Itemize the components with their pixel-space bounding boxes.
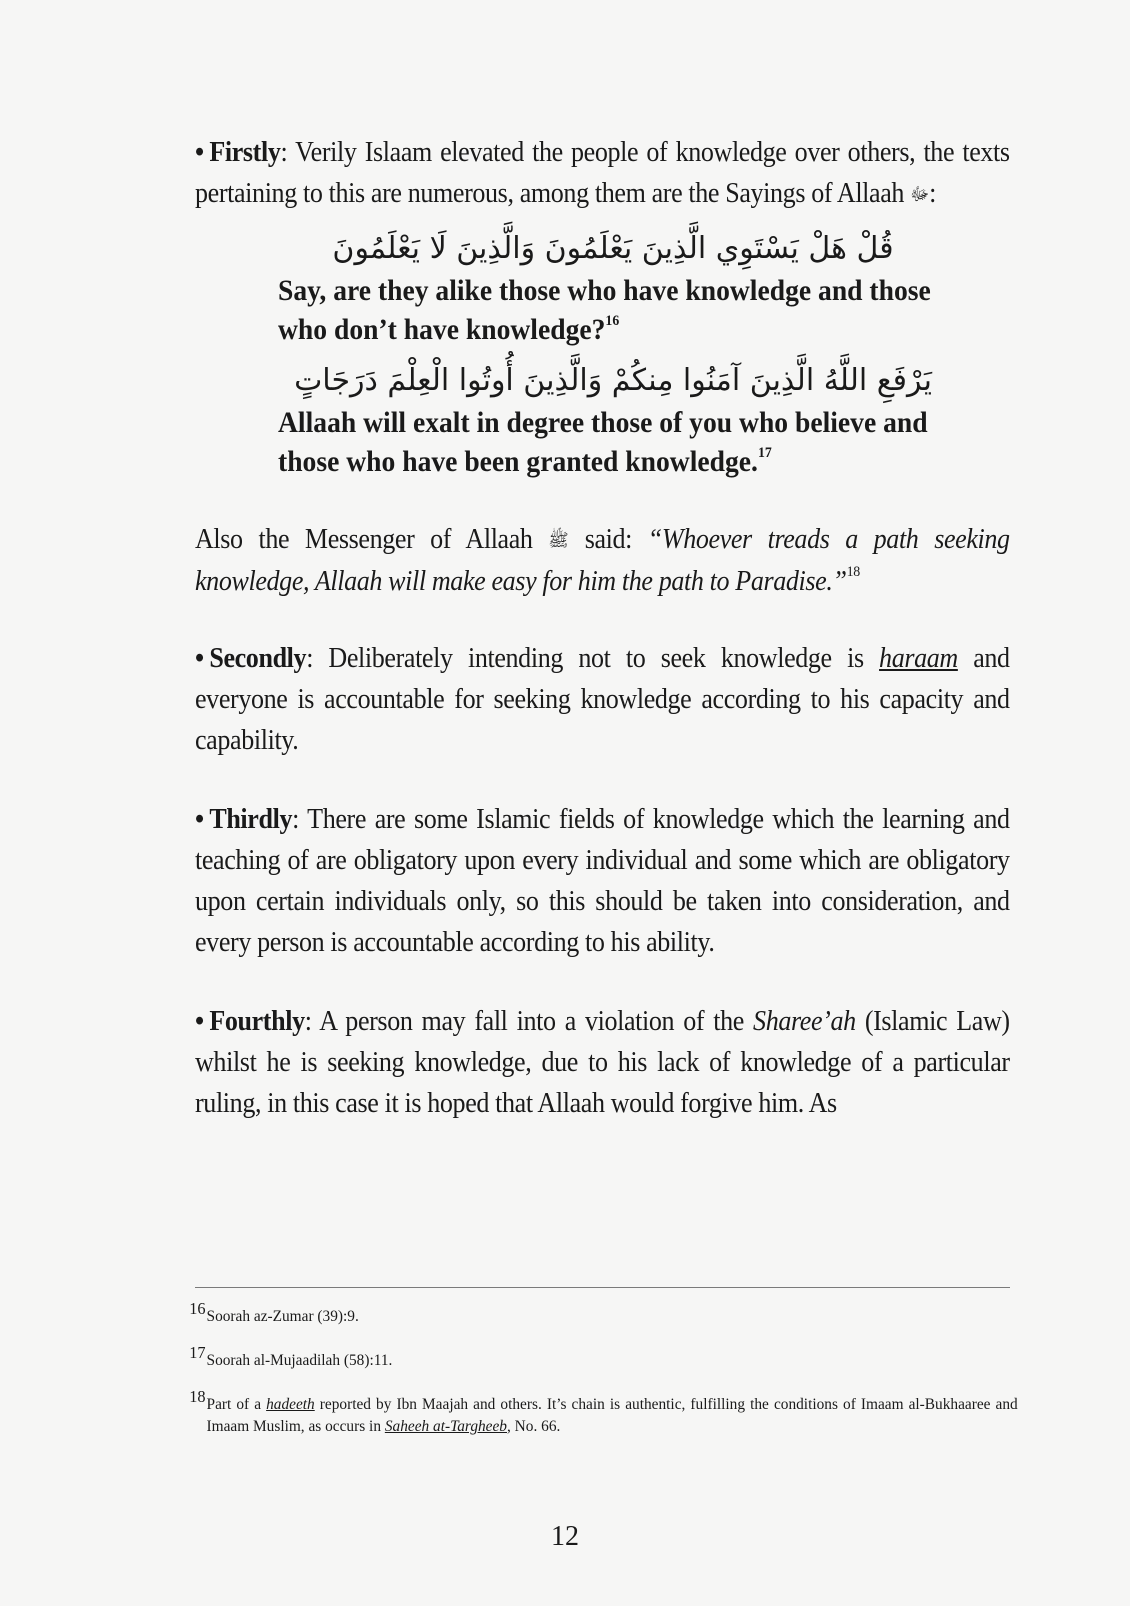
honorific-glyph-prophet: ﷺ <box>548 530 569 550</box>
lead-thirdly: Thirdly <box>209 804 293 835</box>
source-title: Saheeh at-Targheeb <box>384 1418 507 1435</box>
paragraph-thirdly <box>195 799 1010 963</box>
verse-2-text: Allaah will exalt in degree those of you who believe and those who have been granted knowledge. <box>278 406 928 478</box>
arabic-verse-2: يَرْفَعِ اللَّهُ الَّذِينَ آمَنُوا مِنكُمْ وَالَّذِينَ أُوتُوا الْعِلْمَ دَرَجَاتٍ <box>294 363 932 398</box>
verse-1-text: Say, are they alike those who have knowledge and those who don’t have knowledge? <box>278 274 931 346</box>
term-haraam: haraam <box>879 643 958 674</box>
firstly-text: : Verily Islaam elevated the people of knowledge over others, the texts pertaining to this are numerous, among them are the Sayings of Allaah <box>195 137 1010 209</box>
bullet: • <box>195 1006 204 1037</box>
footnote-mid: reported by Ibn Maajah and others. It’s chain is authentic, fulfilling the conditions of Imaam al-Bukhaaree and Imaam Muslim, as occurs in <box>206 1396 1018 1435</box>
page-body <box>195 132 1010 1124</box>
footnote-text: Soorah az-Zumar (39):9. <box>206 1308 359 1325</box>
honorific-glyph: ﷻ <box>910 184 930 204</box>
also-text: Also the Messenger of Allaah <box>195 524 549 555</box>
lead-secondly: Secondly <box>209 643 307 674</box>
firstly-tail: : <box>929 178 937 209</box>
footnote-divider <box>195 1287 1010 1288</box>
verse-translation-1 <box>278 271 940 349</box>
term-hadeeth: hadeeth <box>266 1396 315 1413</box>
footnote-18 <box>189 1387 1018 1438</box>
paragraph-firstly <box>195 132 1010 215</box>
arabic-verse-1: قُلْ هَلْ يَسْتَوِي الَّذِينَ يَعْلَمُونَ وَالَّذِينَ لَا يَعْلَمُونَ <box>332 231 894 266</box>
footnote-number: 18 <box>189 1387 206 1406</box>
footnote-ref-18[interactable]: 18 <box>846 564 860 580</box>
paragraph-fourthly <box>195 1001 1010 1124</box>
page-number: 12 <box>551 1521 579 1552</box>
footnote-text: Soorah al-Mujaadilah (58):11. <box>206 1352 393 1369</box>
footnote-ref-16[interactable]: 16 <box>605 313 620 329</box>
secondly-tail: and everyone is accountable for seeking knowledge according to his capacity and capability. <box>195 643 1010 756</box>
secondly-text: : Deliberately intending not to seek knowledge is <box>306 643 880 674</box>
footnote-16 <box>189 1299 1018 1328</box>
footnote-pre: Part of a <box>206 1396 267 1413</box>
bullet: • <box>195 137 204 168</box>
bullet: • <box>195 643 204 674</box>
hadith-quote: “Whoever treads a path seeking knowledge, Allaah will make easy for him the path to Paradise.” <box>195 524 1010 597</box>
verse-block-1 <box>278 227 948 349</box>
fourthly-text: : A person may fall into a violation of the <box>304 1006 754 1037</box>
paragraph-also <box>195 519 1010 602</box>
lead-firstly: Firstly <box>209 137 281 168</box>
footnote-ref-17[interactable]: 17 <box>757 445 772 461</box>
bullet: • <box>195 804 204 835</box>
footnotes <box>189 1287 1018 1438</box>
paragraph-secondly <box>195 638 1010 761</box>
fourthly-tail: (Islamic Law) whilst he is seeking knowledge, due to his lack of knowledge of a particular ruling, in this case it is hoped that Allaah would forgive him. As <box>195 1006 1010 1119</box>
lead-fourthly: Fourthly <box>209 1006 305 1037</box>
also-said: said: <box>568 524 648 555</box>
term-shareeah: Sharee’ah <box>753 1006 856 1037</box>
verse-translation-2 <box>278 403 940 481</box>
verse-block-2 <box>278 359 948 481</box>
thirdly-text: : There are some Islamic fields of knowledge which the learning and teaching of are obligatory upon every individual and some which are obligatory upon certain individuals only, so this should be taken into consideration, and every person is accountable according to his ability. <box>195 804 1010 958</box>
footnote-17 <box>189 1343 1018 1372</box>
footnote-number: 17 <box>189 1343 206 1362</box>
footnote-number: 16 <box>189 1299 206 1318</box>
footnote-post: , No. 66. <box>507 1418 561 1435</box>
